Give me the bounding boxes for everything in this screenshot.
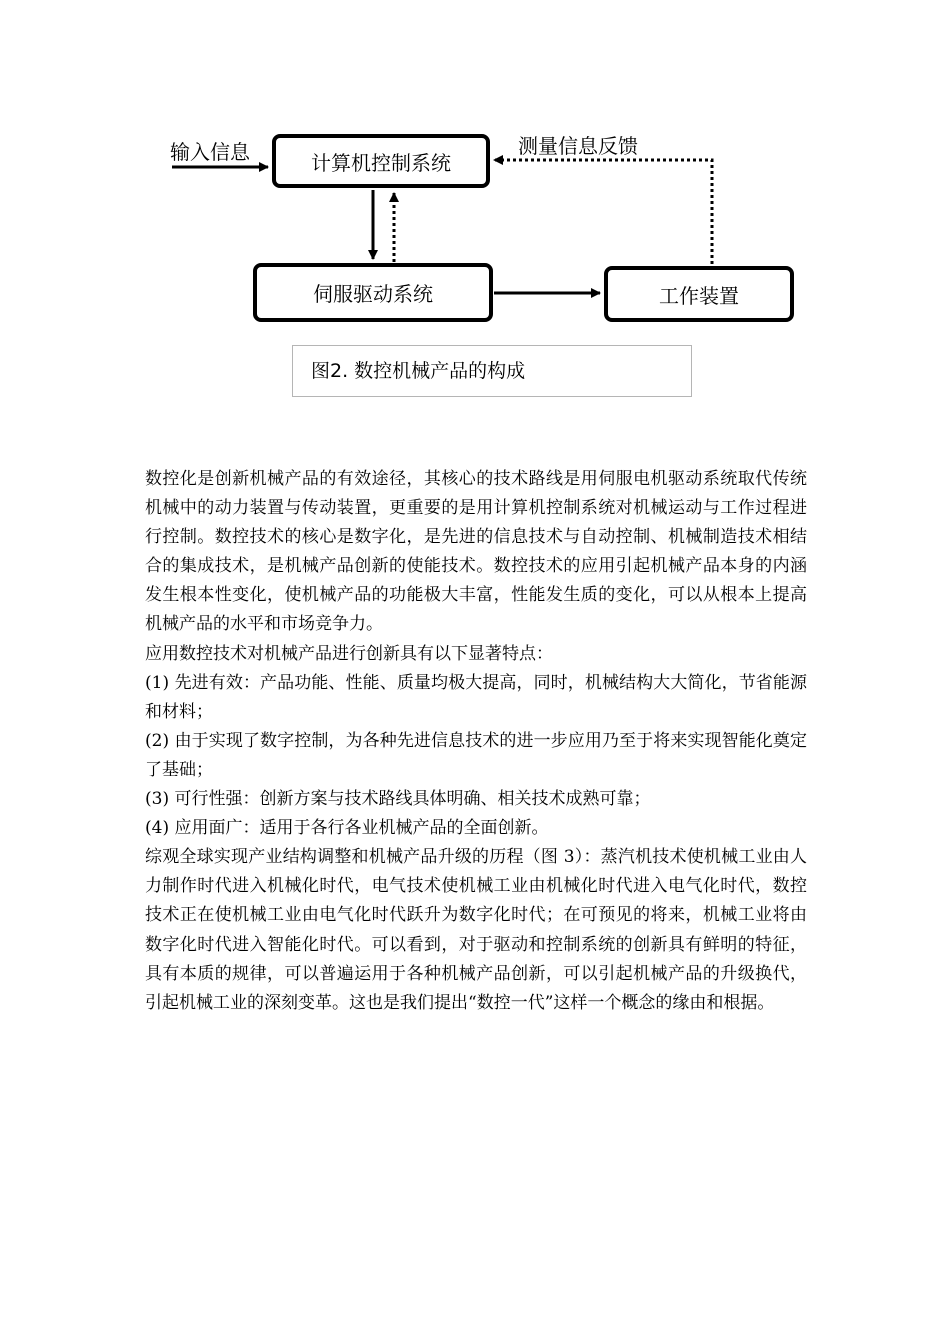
body-text xyxy=(145,465,807,1018)
list-item: (3) 可行性强：创新方案与技术路线具体明确、相关技术成熟可靠； xyxy=(145,789,651,810)
paragraph: 应用数控技术对机械产品进行创新具有以下显著特点： xyxy=(145,643,553,664)
paragraph: 数控化是创新机械产品的有效途径，其核心的技术路线是用伺服电机驱动系统取代传统机械中的动力装置与传动装置，更重要的是用计算机控制系统对机械运动与工作过程进行控制。数控技术的核心是数字化，是先进的信息技术与自动控制、机械制造技术相结合的集成技术，是机械产品创新的使能技术。数控技术的应用引起机械产品本身的内涵发生根本性变化，使机械产品的功能极大丰富，性能发生质的变化，可以从根本上提高机械产品的水平和市场竞争力。 xyxy=(145,469,807,635)
paragraph: 综观全球实现产业结构调整和机械产品升级的历程（图 3）：蒸汽机技术使机械工业由人力制作时代进入机械化时代，电气技术使机械工业由机械化时代进入电气化时代，数控技术正在使机械工业由电气化时代跃升为数字化时代；在可预见的将来，机械工业将由数字化时代进入智能化时代。可以看到，对于驱动和控制系统的创新具有鲜明的特征，具有本质的规律，可以普遍运用于各种机械产品创新，可以引起机械产品的升级换代，引起机械工业的深刻变革。这也是我们提出“数控一代”这样一个概念的缘由和根据。 xyxy=(145,847,807,1013)
list-item: (4) 应用面广：适用于各行各业机械产品的全面创新。 xyxy=(145,818,549,839)
measurement-feedback-arrow xyxy=(494,160,712,264)
computer-control-box: 计算机控制系统 xyxy=(272,134,490,188)
list-item: (1) 先进有效：产品功能、性能、质量均极大提高，同时，机械结构大大简化，节省能源和材料； xyxy=(145,672,807,722)
work-device-box: 工作装置 xyxy=(604,266,794,322)
list-item: (2) 由于实现了数字控制，为各种先进信息技术的进一步应用乃至于将来实现智能化奠定了基础； xyxy=(145,730,807,780)
feedback-label: 测量信息反馈 xyxy=(518,134,638,158)
figure-caption: 图2. 数控机械产品的构成 xyxy=(292,345,692,397)
servo-drive-box: 伺服驱动系统 xyxy=(253,263,493,322)
input-info-label: 输入信息 xyxy=(170,140,250,164)
